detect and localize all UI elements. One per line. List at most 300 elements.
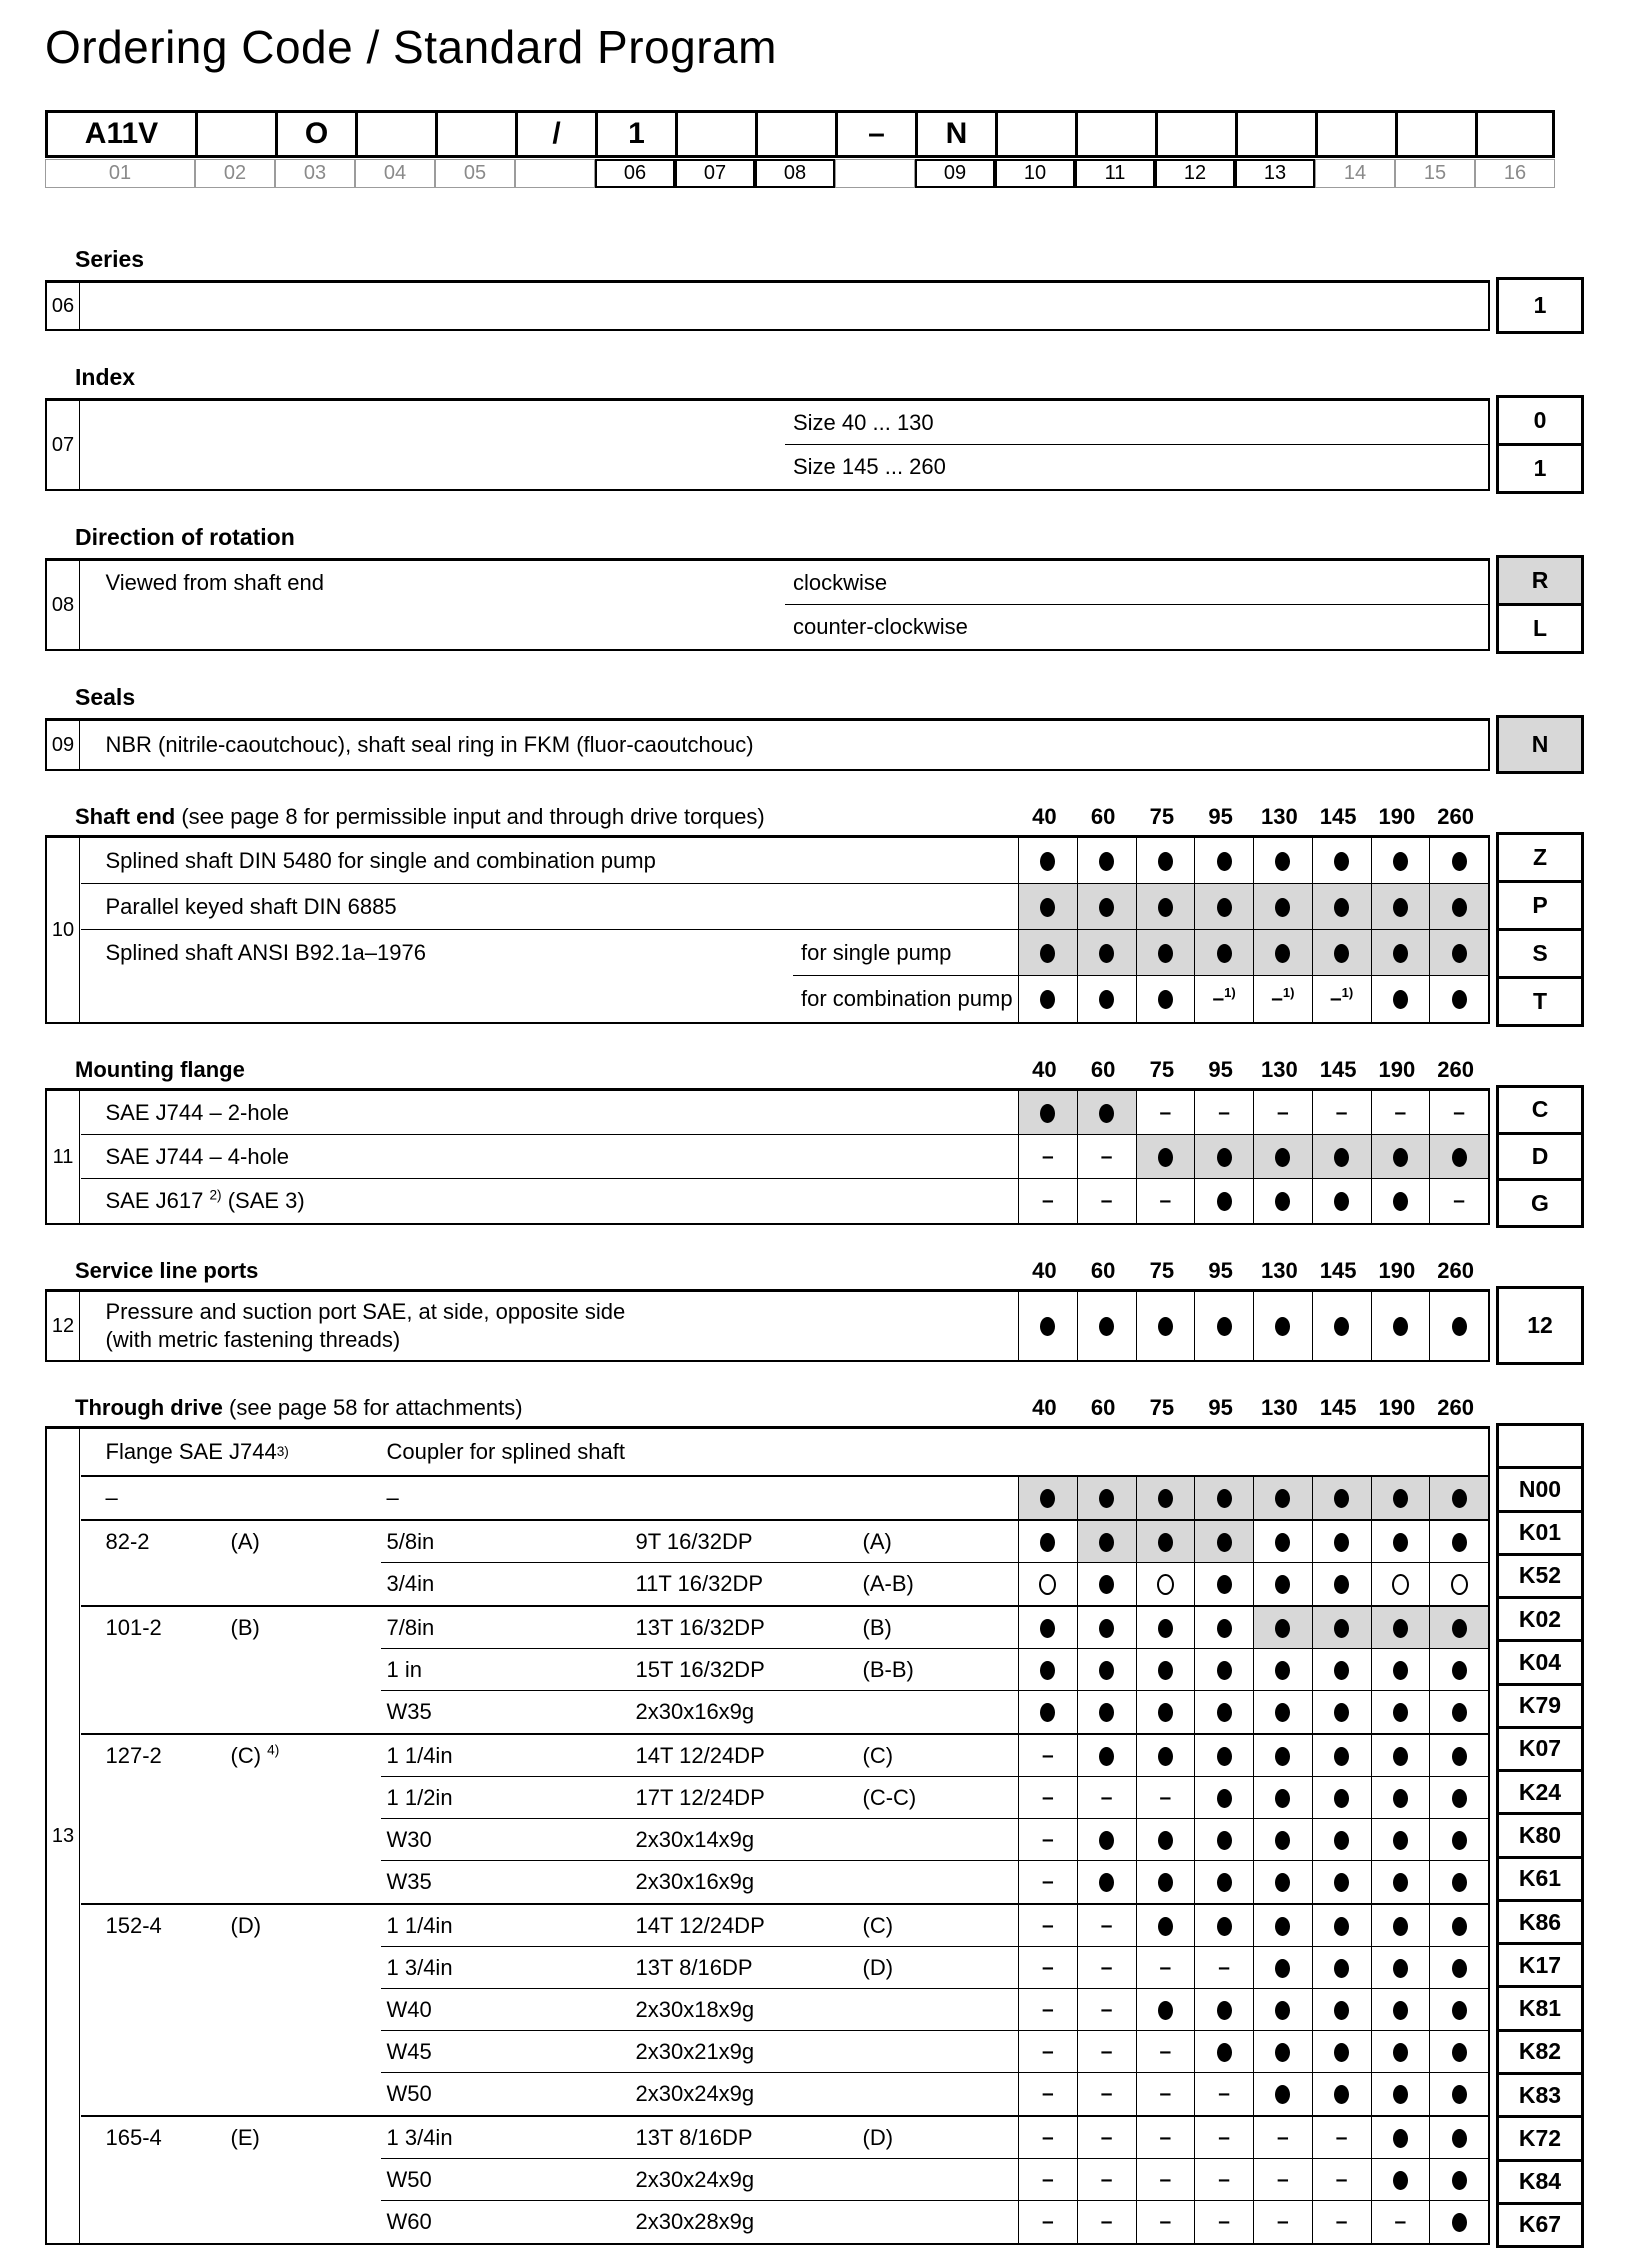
size-label: 60 xyxy=(1090,804,1116,829)
filled-dot-icon xyxy=(1275,2043,1290,2062)
availability-cell xyxy=(1371,1905,1430,1947)
index-codes xyxy=(1496,395,1584,494)
availability-cell xyxy=(1429,2159,1488,2201)
dash: – xyxy=(1042,2168,1054,2191)
code-cell-value: O xyxy=(275,110,355,158)
filled-dot-icon xyxy=(1393,1192,1408,1211)
coupler-hub-cell: (C) xyxy=(862,1743,894,1768)
availability-cell xyxy=(1312,930,1371,976)
service-line-ports-codes xyxy=(1496,1286,1584,1365)
coupler-hub-cell: (C) xyxy=(862,1913,894,1938)
availability-cell xyxy=(1429,1649,1488,1691)
coupler-spline-cell: 2x30x24x9g xyxy=(635,2081,755,2106)
availability-cell xyxy=(1253,2031,1312,2073)
availability-cell xyxy=(1077,1607,1136,1649)
section-rotation xyxy=(45,524,1584,651)
code-cell-value xyxy=(435,110,515,158)
section-heading-seals: Seals xyxy=(75,684,136,710)
code-cell-number: 07 xyxy=(675,159,755,188)
availability-cell xyxy=(1136,1477,1195,1519)
availability-cell xyxy=(1253,1691,1312,1733)
availability-cell xyxy=(1312,1477,1371,1519)
filled-dot-icon xyxy=(1275,898,1290,917)
section-index xyxy=(45,364,1584,491)
coupler-spline-cell: 2x30x21x9g xyxy=(635,2039,755,2064)
through-drive-group xyxy=(81,1605,1489,1733)
filled-dot-icon xyxy=(1452,852,1467,871)
table-row xyxy=(81,1563,1489,1605)
row-label: Pressure and suction port SAE, at side, opposite side (with metric fastening threads) xyxy=(105,1299,626,1352)
availability-cell xyxy=(1371,1691,1430,1733)
field-number-08: 08 xyxy=(47,561,80,649)
availability-cell xyxy=(1194,1905,1253,1947)
availability-cell xyxy=(1077,1179,1136,1223)
filled-dot-icon xyxy=(1275,1873,1290,1892)
row-label: Parallel keyed shaft DIN 6885 xyxy=(105,894,397,919)
flange-size: 165-4 xyxy=(105,2125,162,2150)
availability-dots xyxy=(1018,1777,1488,1819)
availability-dots xyxy=(1018,1691,1488,1733)
filled-dot-icon xyxy=(1334,2085,1349,2104)
availability-cell xyxy=(1194,1777,1253,1819)
flange-letter: (E) xyxy=(230,2125,260,2150)
availability-cell xyxy=(1018,1819,1077,1861)
availability-dots xyxy=(1018,2073,1488,2115)
filled-dot-icon xyxy=(1334,1661,1349,1680)
size-label: 130 xyxy=(1261,1258,1298,1283)
availability-cell xyxy=(1018,1777,1077,1819)
size-label: 60 xyxy=(1090,1258,1116,1283)
availability-cell xyxy=(1429,1477,1488,1519)
availability-cell xyxy=(1018,1861,1077,1903)
dash: – xyxy=(1042,1786,1054,1809)
code-cell-value: A11V xyxy=(45,110,195,158)
section-series xyxy=(45,246,1584,331)
code-cell-value xyxy=(1475,110,1555,158)
availability-cell xyxy=(1077,884,1136,930)
availability-cell xyxy=(1136,976,1195,1022)
filled-dot-icon xyxy=(1275,1317,1290,1336)
filled-dot-icon xyxy=(1452,1533,1467,1552)
availability-cell xyxy=(1429,884,1488,930)
availability-cell xyxy=(1018,1179,1077,1223)
filled-dot-icon xyxy=(1275,1831,1290,1850)
filled-dot-icon xyxy=(1334,1917,1349,1936)
filled-dot-icon xyxy=(1393,1747,1408,1766)
availability-cell xyxy=(1253,1563,1312,1605)
coupler-size-cell: 7/8in xyxy=(386,1615,435,1640)
table-row xyxy=(81,1819,1489,1861)
dash: – xyxy=(1218,2210,1230,2233)
filled-dot-icon xyxy=(1275,944,1290,963)
availability-cell xyxy=(1136,2201,1195,2243)
dash: – xyxy=(1042,1998,1054,2021)
availability-cell xyxy=(1194,1477,1253,1519)
code-box-T: T xyxy=(1496,976,1584,1027)
filled-dot-icon xyxy=(1393,1661,1408,1680)
filled-dot-icon xyxy=(1452,2213,1467,2232)
size-label: 190 xyxy=(1378,1395,1416,1420)
coupler-spline-cell: 17T 12/24DP xyxy=(635,1785,765,1810)
availability-cell xyxy=(1312,2159,1371,2201)
filled-dot-icon xyxy=(1217,1575,1232,1594)
availability-cell xyxy=(1312,2117,1371,2159)
availability-cell xyxy=(1194,2073,1253,2115)
availability-cell xyxy=(1312,1989,1371,2031)
availability-cell xyxy=(1371,1649,1430,1691)
flange-letter: (A) xyxy=(230,1529,260,1554)
availability-cell xyxy=(1136,2073,1195,2115)
filled-dot-icon xyxy=(1452,1619,1467,1638)
flange-cell xyxy=(81,1607,381,1649)
size-label: 145 xyxy=(1319,804,1357,829)
filled-dot-icon xyxy=(1334,2001,1349,2020)
availability-cell xyxy=(1136,884,1195,930)
filled-dot-icon xyxy=(1334,1619,1349,1638)
size-label: 130 xyxy=(1261,1057,1298,1082)
filled-dot-icon xyxy=(1452,1873,1467,1892)
seals-table xyxy=(45,718,1490,771)
availability-cell xyxy=(1312,1521,1371,1563)
dash: – xyxy=(1100,1956,1113,1979)
dash: – xyxy=(1100,2040,1113,2063)
row-label: Splined shaft DIN 5480 for single and combination pump xyxy=(105,848,656,873)
availability-dots xyxy=(1018,1521,1488,1563)
filled-dot-icon xyxy=(1040,990,1055,1009)
availability-cell xyxy=(1194,2159,1253,2201)
flange-cell xyxy=(81,1905,381,1947)
field-number-07: 07 xyxy=(47,401,80,489)
table-row xyxy=(81,1989,1489,2031)
availability-dots xyxy=(1018,1905,1488,1947)
code-box-K84: K84 xyxy=(1496,2159,1584,2205)
availability-cell xyxy=(1194,1989,1253,2031)
filled-dot-icon xyxy=(1099,1575,1114,1594)
size-columns xyxy=(1015,804,1485,830)
dash: – xyxy=(1042,2210,1054,2233)
filled-dot-icon xyxy=(1452,1831,1467,1850)
section-heading-service-line-ports: Service line ports xyxy=(75,1258,259,1283)
field-number-10: 10 xyxy=(47,838,80,1022)
filled-dot-icon xyxy=(1275,1661,1290,1680)
availability-cell xyxy=(1312,2031,1371,2073)
availability-cell xyxy=(1371,1179,1430,1223)
coupler-spline-cell: 13T 16/32DP xyxy=(635,1615,765,1640)
code-cell-number: 08 xyxy=(755,159,835,188)
coupler-spline-cell: 11T 16/32DP xyxy=(635,1571,764,1596)
availability-cell xyxy=(1077,2117,1136,2159)
availability-cell xyxy=(1077,1819,1136,1861)
filled-dot-icon xyxy=(1393,898,1408,917)
availability-cell xyxy=(1077,1691,1136,1733)
availability-cell xyxy=(1312,884,1371,930)
table-row xyxy=(81,1735,1489,1777)
flange-cell xyxy=(81,1477,381,1519)
filled-dot-icon xyxy=(1040,944,1055,963)
availability-cell xyxy=(1136,1947,1195,1989)
availability-cell xyxy=(1136,1989,1195,2031)
filled-dot-icon xyxy=(1158,1317,1173,1336)
availability-dots xyxy=(1018,2031,1488,2073)
through-drive-groups xyxy=(81,1475,1489,2243)
availability-cell xyxy=(1429,1563,1488,1605)
filled-dot-icon xyxy=(1040,1661,1055,1680)
size-label: 190 xyxy=(1378,1258,1416,1283)
code-box-G: G xyxy=(1496,1178,1584,1228)
filled-dot-icon xyxy=(1452,2129,1467,2148)
availability-cell xyxy=(1077,976,1136,1022)
sub-label: for combination pump xyxy=(801,986,1013,1011)
filled-dot-icon xyxy=(1334,1317,1349,1336)
size-label: 130 xyxy=(1261,1395,1298,1420)
availability-cell xyxy=(1077,2031,1136,2073)
availability-cell xyxy=(1253,1477,1312,1519)
availability-cell xyxy=(1371,838,1430,884)
availability-cell xyxy=(1371,884,1430,930)
coupler-size-cell: W40 xyxy=(386,1997,432,2022)
table-row xyxy=(81,721,1489,769)
filled-dot-icon xyxy=(1217,1747,1232,1766)
filled-dot-icon xyxy=(1158,1619,1173,1638)
size-label: 95 xyxy=(1208,1395,1233,1420)
availability-cell xyxy=(1136,1292,1195,1360)
availability-cell xyxy=(1429,1735,1488,1777)
availability-cell xyxy=(1253,2201,1312,2243)
code-cell-value xyxy=(755,110,835,158)
availability-cell xyxy=(1077,1091,1136,1135)
dash: – xyxy=(1159,2210,1172,2233)
code-box-R: R xyxy=(1496,555,1584,606)
availability-cell xyxy=(1429,1091,1488,1135)
filled-dot-icon xyxy=(1217,1789,1232,1808)
code-cell-number: 16 xyxy=(1475,159,1555,188)
filled-dot-icon xyxy=(1099,1873,1114,1892)
table-row xyxy=(81,1477,1489,1519)
through-drive-table xyxy=(45,1426,1490,2245)
availability-cell xyxy=(1077,1905,1136,1947)
row-label: NBR (nitrile-caoutchouc), shaft seal ring in FKM (fluor-caoutchouc) xyxy=(105,732,754,757)
coupler-size-cell: W35 xyxy=(386,1869,432,1894)
dash: – xyxy=(1100,1998,1113,2021)
size-label: 60 xyxy=(1090,1057,1116,1082)
open-dot-icon xyxy=(1451,1574,1468,1595)
availability-cell xyxy=(1371,1861,1430,1903)
availability-cell xyxy=(1018,1649,1077,1691)
availability-cell xyxy=(1253,1135,1312,1179)
code-box-K17: K17 xyxy=(1496,1942,1584,1988)
filled-dot-icon xyxy=(1334,852,1349,871)
availability-cell xyxy=(1253,884,1312,930)
availability-cell xyxy=(1018,1563,1077,1605)
filled-dot-icon xyxy=(1040,898,1055,917)
ordering-code-strip xyxy=(45,110,1584,188)
filled-dot-icon xyxy=(1452,1917,1467,1936)
availability-dots xyxy=(1018,1563,1488,1605)
filled-dot-icon xyxy=(1099,1489,1114,1508)
filled-dot-icon xyxy=(1217,1661,1232,1680)
coupler-spline-cell: 2x30x16x9g xyxy=(635,1869,755,1894)
coupler-spline-cell: 14T 12/24DP xyxy=(635,1743,765,1768)
dash: – xyxy=(1394,2210,1407,2233)
code-cell-value xyxy=(1395,110,1475,158)
size-label: 95 xyxy=(1208,1258,1233,1283)
filled-dot-icon xyxy=(1158,1703,1173,1722)
shaft-end-codes xyxy=(1496,832,1584,1027)
availability-cell xyxy=(1312,1861,1371,1903)
field-number-12: 12 xyxy=(47,1292,80,1360)
dash: – xyxy=(1042,2082,1054,2105)
availability-cell xyxy=(1136,2117,1195,2159)
filled-dot-icon xyxy=(1334,1959,1349,1978)
availability-cell xyxy=(1077,2073,1136,2115)
coupler-spline-cell: 13T 8/16DP xyxy=(635,2125,753,2150)
filled-dot-icon xyxy=(1217,898,1232,917)
availability-cell xyxy=(1136,1563,1195,1605)
code-box-K02: K02 xyxy=(1496,1596,1584,1642)
section-mounting-flange xyxy=(45,1057,1584,1225)
coupler-size-cell: W50 xyxy=(386,2081,432,2106)
code-cell-number: 02 xyxy=(195,159,275,188)
filled-dot-icon xyxy=(1217,1619,1232,1638)
size-label: 40 xyxy=(1032,1395,1057,1420)
availability-dots xyxy=(1018,1091,1488,1135)
filled-dot-icon xyxy=(1275,2001,1290,2020)
filled-dot-icon xyxy=(1275,1917,1290,1936)
availability-cell xyxy=(1312,1649,1371,1691)
filled-dot-icon xyxy=(1275,852,1290,871)
table-row xyxy=(81,2073,1489,2115)
code-cell-value: – xyxy=(835,110,915,158)
table-row xyxy=(81,1861,1489,1903)
size-label: 145 xyxy=(1319,1395,1357,1420)
filled-dot-icon xyxy=(1040,1489,1055,1508)
filled-dot-icon xyxy=(1217,852,1232,871)
availability-cell xyxy=(1077,1649,1136,1691)
dash: – xyxy=(1100,2210,1113,2233)
availability-cell xyxy=(1136,1777,1195,1819)
table-row xyxy=(81,1521,1489,1563)
filled-dot-icon xyxy=(1217,1831,1232,1850)
flange-size: 127-2 xyxy=(105,1743,162,1768)
filled-dot-icon xyxy=(1393,2129,1408,2148)
filled-dot-icon xyxy=(1452,990,1467,1009)
coupler-size-cell: W50 xyxy=(386,2167,432,2192)
filled-dot-icon xyxy=(1393,1533,1408,1552)
coupler-spline-cell: 2x30x14x9g xyxy=(635,1827,755,1852)
filled-dot-icon xyxy=(1334,1703,1349,1722)
dash: – xyxy=(1100,2082,1113,2105)
availability-cell xyxy=(1312,1947,1371,1989)
dash: – xyxy=(1042,1189,1054,1212)
availability-cell xyxy=(1312,1819,1371,1861)
availability-cell xyxy=(1136,1607,1195,1649)
dash: – xyxy=(1159,1189,1172,1212)
sizes-header xyxy=(45,1057,1584,1083)
sizes-header xyxy=(45,804,1584,830)
section-heading-shaft-end: Shaft end (see page 8 for permissible input and through drive torques) xyxy=(75,804,765,829)
flange-size: 152-4 xyxy=(105,1913,162,1938)
section-seals xyxy=(45,684,1584,771)
code-box-0: 0 xyxy=(1496,395,1584,446)
availability-cell xyxy=(1077,838,1136,884)
availability-dots xyxy=(1018,976,1488,1022)
filled-dot-icon xyxy=(1393,1489,1408,1508)
size-label: 260 xyxy=(1437,1395,1474,1420)
availability-cell xyxy=(1018,1477,1077,1519)
section-heading-mounting-flange: Mounting flange xyxy=(75,1057,245,1082)
coupler-size-cell: 3/4in xyxy=(386,1571,435,1596)
dash: – xyxy=(1277,2168,1289,2191)
flange-cell xyxy=(81,1521,381,1563)
code-box-K72: K72 xyxy=(1496,2115,1584,2161)
availability-cell xyxy=(1136,1905,1195,1947)
availability-cell xyxy=(1194,2031,1253,2073)
section-through-drive xyxy=(45,1395,1584,2245)
availability-dots xyxy=(1018,1179,1488,1223)
filled-dot-icon xyxy=(1334,1873,1349,1892)
dash: – xyxy=(1277,2126,1289,2149)
availability-cell xyxy=(1429,2201,1488,2243)
availability-cell xyxy=(1018,2073,1077,2115)
code-cell-number: 05 xyxy=(435,159,515,188)
dash: – xyxy=(1042,2040,1054,2063)
filled-dot-icon xyxy=(1452,2043,1467,2062)
availability-cell xyxy=(1136,930,1195,976)
table-row xyxy=(81,445,1489,489)
coupler-spline-cell: 9T 16/32DP xyxy=(635,1529,753,1554)
through-drive-group xyxy=(81,1733,1489,1903)
size-label: 260 xyxy=(1437,1258,1474,1283)
availability-dots xyxy=(1018,930,1488,976)
filled-dot-icon xyxy=(1158,1831,1173,1850)
flange-size: 82-2 xyxy=(105,1529,150,1554)
code-box-K07: K07 xyxy=(1496,1726,1584,1772)
availability-cell xyxy=(1371,1563,1430,1605)
filled-dot-icon xyxy=(1099,944,1114,963)
code-cell-number: 15 xyxy=(1395,159,1475,188)
section-heading-series: Series xyxy=(75,246,145,272)
table-row xyxy=(81,2159,1489,2201)
filled-dot-icon xyxy=(1452,1747,1467,1766)
size-label: 60 xyxy=(1090,1395,1116,1420)
availability-cell xyxy=(1312,2201,1371,2243)
table-row xyxy=(81,283,1489,329)
availability-cell xyxy=(1194,2201,1253,2243)
flange-cell xyxy=(81,1819,381,1861)
code-number-row xyxy=(45,158,1584,188)
coupler-size-cell: 1 1/4in xyxy=(386,1913,453,1938)
dash: – xyxy=(1159,2082,1172,2105)
code-box-K04: K04 xyxy=(1496,1639,1584,1685)
filled-dot-icon xyxy=(1158,898,1173,917)
flange-cell xyxy=(81,1777,381,1819)
filled-dot-icon xyxy=(1099,1533,1114,1552)
availability-dots xyxy=(1018,1135,1488,1179)
code-cell-value xyxy=(1235,110,1315,158)
filled-dot-icon xyxy=(1099,852,1114,871)
code-box-L: L xyxy=(1496,603,1584,654)
dash-footnote-1: –$^{1)}$ xyxy=(1271,985,1295,1010)
filled-dot-icon xyxy=(1217,1533,1232,1552)
flange-size: 101-2 xyxy=(105,1615,162,1640)
availability-dots xyxy=(1018,1735,1488,1777)
availability-cell xyxy=(1194,1091,1253,1135)
availability-cell xyxy=(1429,1691,1488,1733)
code-box-S: S xyxy=(1496,928,1584,979)
filled-dot-icon xyxy=(1452,1703,1467,1722)
dash: – xyxy=(1335,2126,1348,2149)
availability-cell xyxy=(1371,1135,1430,1179)
